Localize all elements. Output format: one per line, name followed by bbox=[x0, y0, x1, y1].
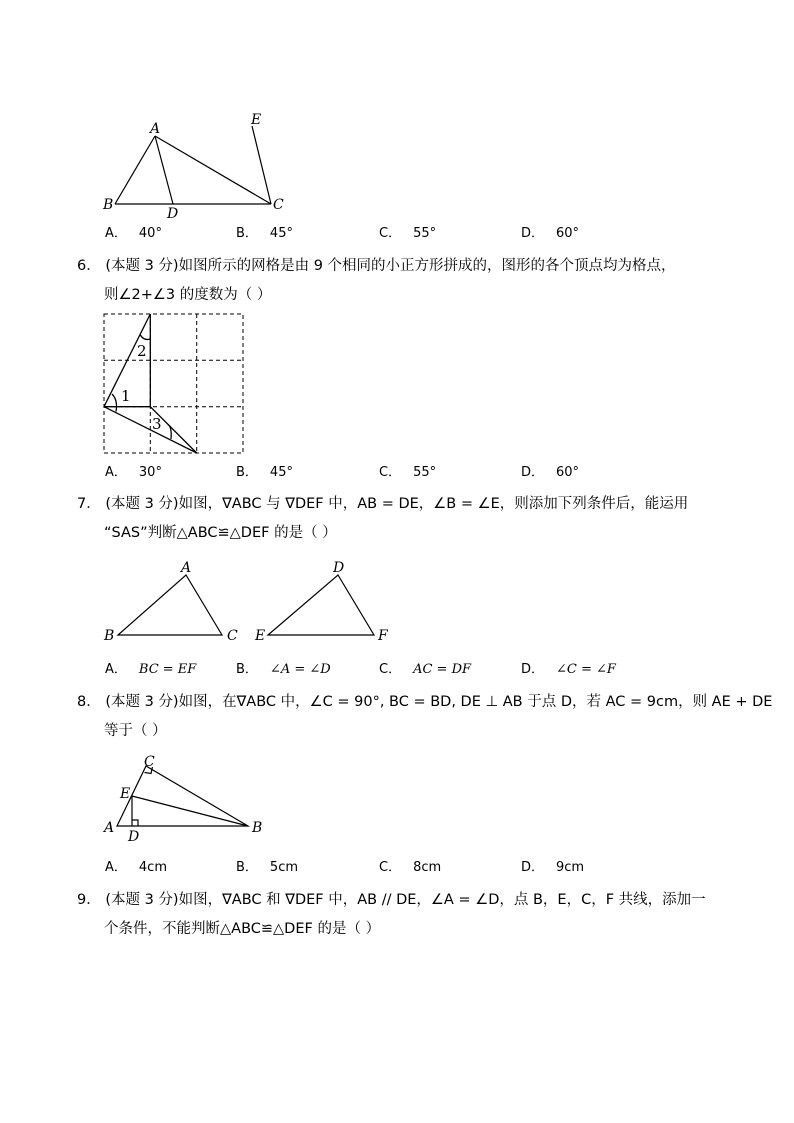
segment-ac bbox=[155, 136, 271, 204]
q9-stem-line1: 9． (本题 3 分)如图，∇ABC 和 ∇DEF 中，AB // DE，∠A = ∠D，点 B，E，C，F 共线，添加一 bbox=[77, 892, 706, 908]
q6-grid-figure bbox=[100, 310, 250, 458]
q7-option-b[interactable]: B． ∠A = ∠D bbox=[236, 662, 331, 677]
q8-option-c[interactable]: C． 8cm bbox=[379, 860, 442, 875]
right-angle-d bbox=[132, 820, 138, 826]
segment-eb bbox=[132, 796, 248, 826]
q6-stem-line1: 6． (本题 3 分)如图所示的网格是由 9 个相同的小正方形拼成的，图形的各个顶点均为格点， bbox=[77, 258, 676, 274]
label-c: C bbox=[227, 628, 238, 644]
label-d: D bbox=[333, 560, 345, 576]
q7-option-d[interactable]: D． ∠C = ∠F bbox=[521, 662, 616, 677]
q5-figure bbox=[95, 108, 295, 220]
label-c: C bbox=[144, 754, 155, 770]
label-e: E bbox=[120, 786, 131, 802]
q7-option-c[interactable]: C． AC = DF bbox=[379, 662, 472, 677]
q8-option-b[interactable]: B． 5cm bbox=[236, 860, 299, 875]
angle-2-arc bbox=[140, 335, 150, 340]
q6-option-c[interactable]: C． 55° bbox=[379, 465, 437, 480]
q7-option-a[interactable]: A． BC = EF bbox=[105, 662, 197, 677]
label-d: D bbox=[167, 206, 179, 222]
label-e: E bbox=[255, 628, 266, 644]
label-a: A bbox=[104, 820, 115, 836]
q8-stem-line1: 8． (本题 3 分)如图，在∇ABC 中，∠C = 90°, BC = BD, DE ⊥ AB 于点 D，若 AC = 9cm，则 AE + DE bbox=[77, 694, 773, 710]
label-c: C bbox=[273, 197, 284, 213]
q6-option-d[interactable]: D． 60° bbox=[521, 465, 580, 480]
q7-figure bbox=[100, 557, 400, 647]
label-a: A bbox=[181, 560, 192, 576]
q5-option-c[interactable]: C． 55° bbox=[379, 226, 437, 241]
label-b: B bbox=[103, 197, 114, 213]
q6-option-a[interactable]: A． 30° bbox=[105, 465, 162, 480]
q6-stem-line2: 则∠2+∠3 的度数为（ ） bbox=[104, 287, 272, 303]
angle-1-arc bbox=[112, 394, 117, 412]
segment-ce bbox=[252, 126, 271, 204]
q9-stem-line2: 个条件，不能判断△ABC≌△DEF 的是（ ） bbox=[104, 921, 381, 937]
label-a: A bbox=[150, 121, 161, 137]
triangle-abc bbox=[118, 575, 222, 635]
label-d: D bbox=[128, 829, 140, 845]
q8-stem-line2: 等于（ ） bbox=[104, 723, 167, 739]
angle-label-2: 2 bbox=[137, 342, 147, 360]
segment-ab bbox=[115, 136, 155, 204]
label-b: B bbox=[252, 820, 263, 836]
q5-option-d[interactable]: D． 60° bbox=[521, 226, 580, 241]
q7-stem-line1: 7． (本题 3 分)如图，∇ABC 与 ∇DEF 中，AB = DE，∠B = ∠E，则添加下列条件后，能运用 bbox=[77, 496, 689, 512]
q8-option-a[interactable]: A． 4cm bbox=[105, 860, 167, 875]
triangle-abc bbox=[117, 766, 248, 826]
q5-option-b[interactable]: B． 45° bbox=[236, 226, 293, 241]
segment-ad bbox=[155, 136, 173, 204]
q7-stem-line2: “SAS”判断△ABC≌△DEF 的是（ ） bbox=[104, 525, 337, 541]
q8-option-d[interactable]: D． 9cm bbox=[521, 860, 585, 875]
triangle-def bbox=[268, 575, 374, 635]
q5-option-a[interactable]: A． 40° bbox=[105, 226, 162, 241]
q6-option-b[interactable]: B． 45° bbox=[236, 465, 293, 480]
q8-figure bbox=[100, 752, 270, 844]
angle-label-1: 1 bbox=[121, 387, 131, 405]
angle-label-3: 3 bbox=[152, 415, 162, 433]
label-e: E bbox=[251, 112, 262, 128]
label-f: F bbox=[378, 628, 388, 644]
label-b: B bbox=[104, 628, 115, 644]
